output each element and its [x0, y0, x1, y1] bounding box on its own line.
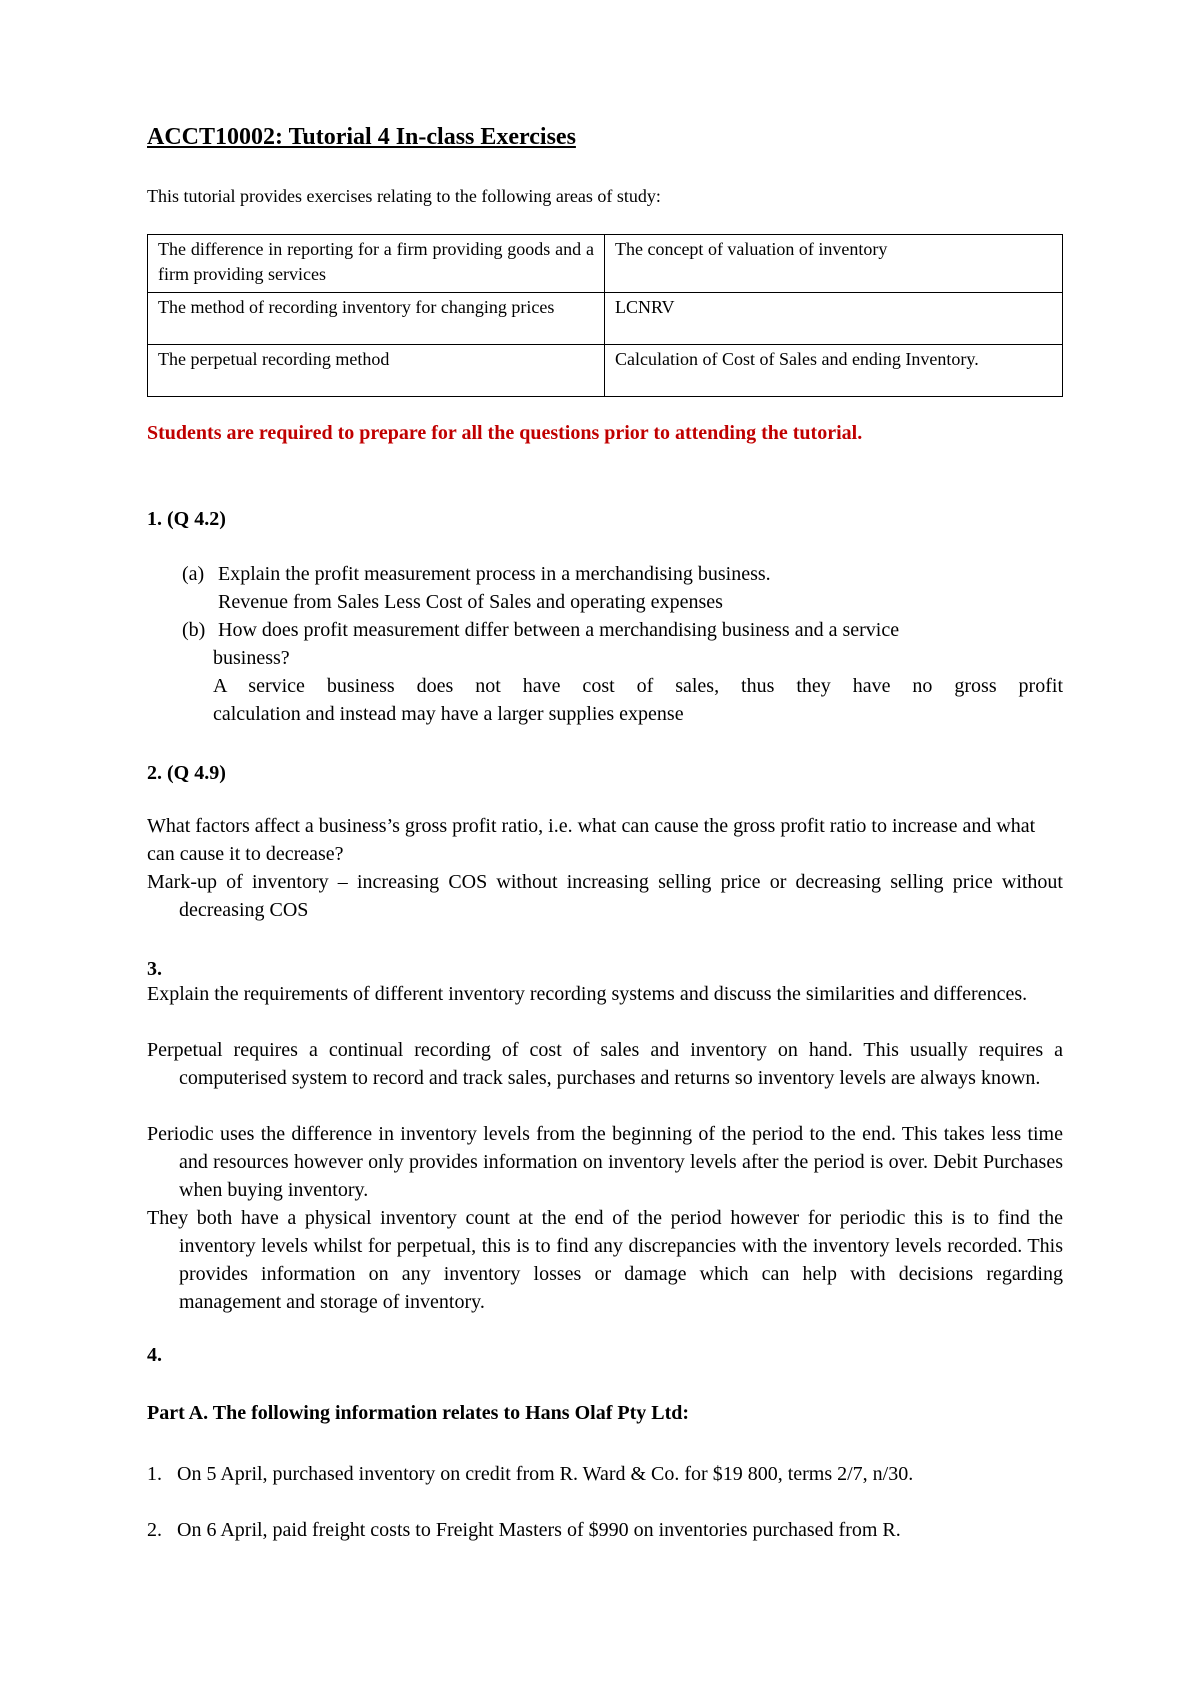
list-item-text: On 5 April, purchased inventory on credit from R. Ward & Co. for $19 800, terms 2/7, n/30.: [177, 1463, 914, 1485]
study-areas-table: [147, 234, 1063, 397]
list-item-number: 1.: [147, 1463, 162, 1485]
q1-a-question: Explain the profit measurement process in a merchandising business.: [218, 563, 771, 585]
q2-answer: Mark-up of inventory – increasing COS without increasing selling price or decreasing selling price without decreasing COS: [147, 871, 1063, 921]
q1-b-answer: A service business does not have cost of sales, thus they have no gross profit: [213, 675, 1063, 697]
list-item-text: On 6 April, paid freight costs to Freight Masters of $990 on inventories purchased from R.: [177, 1519, 901, 1541]
table-row: [148, 235, 1063, 293]
list-item: [147, 1460, 1063, 1488]
q1-a-answer: Revenue from Sales Less Cost of Sales and operating expenses: [218, 591, 723, 613]
q3-question: Explain the requirements of different inventory recording systems and discuss the similarities and differences.: [147, 983, 1028, 1005]
table-cell: The concept of valuation of inventory: [604, 235, 1062, 293]
list-item-number: 2.: [147, 1519, 162, 1541]
intro-text: This tutorial provides exercises relating to the following areas of study:: [147, 186, 661, 206]
question-4-heading: 4.: [147, 1344, 162, 1366]
page-title: ACCT10002: Tutorial 4 In-class Exercises: [147, 124, 576, 150]
question-2-heading: 2. (Q 4.9): [147, 762, 226, 784]
table-row: [148, 293, 1063, 345]
q2-question: What factors affect a business’s gross profit ratio, i.e. what can cause the gross profit ratio to increase and what can cause it to decrease?: [147, 815, 1036, 865]
q1-b-label: (b): [182, 619, 206, 641]
table-cell: Calculation of Cost of Sales and ending Inventory.: [604, 345, 1062, 397]
q1-b-question: How does profit measurement differ between a merchandising business and a service: [218, 619, 900, 641]
q1-a-label: (a): [182, 563, 205, 585]
table-cell: The difference in reporting for a firm providing goods and a firm providing services: [148, 235, 605, 293]
question-1-heading: 1. (Q 4.2): [147, 508, 226, 530]
q1-b-question-cont: business?: [213, 647, 290, 669]
table-cell: LCNRV: [604, 293, 1062, 345]
q1-b-answer-cont: calculation and instead may have a larger supplies expense: [213, 703, 684, 725]
q3-periodic-paragraph: Periodic uses the difference in inventory levels from the beginning of the period to the end. This takes less time and resources however only provides information on inventory levels after the period is over. Debit Purchases when buying inventory.: [147, 1123, 1063, 1201]
preparation-notice: Students are required to prepare for all the questions prior to attending the tutorial.: [147, 422, 863, 444]
question-3-heading: 3.: [147, 958, 162, 980]
table-cell: The method of recording inventory for changing prices: [148, 293, 605, 345]
table-row: [148, 345, 1063, 397]
part-a-heading: Part A. The following information relates to Hans Olaf Pty Ltd:: [147, 1402, 690, 1424]
q3-comparison-paragraph: They both have a physical inventory count at the end of the period however for periodic this is to find the inventory levels whilst for perpetual, this is to find any discrepancies with the inventory levels recorded. This provides information on any inventory losses or damage which can help with decisions regarding management and storage of inventory.: [147, 1207, 1063, 1313]
q3-perpetual-paragraph: Perpetual requires a continual recording of cost of sales and inventory on hand. This usually requires a computerised system to record and track sales, purchases and returns so inventory levels are always known.: [147, 1039, 1063, 1089]
table-cell: The perpetual recording method: [148, 345, 605, 397]
list-item: [147, 1516, 1063, 1544]
